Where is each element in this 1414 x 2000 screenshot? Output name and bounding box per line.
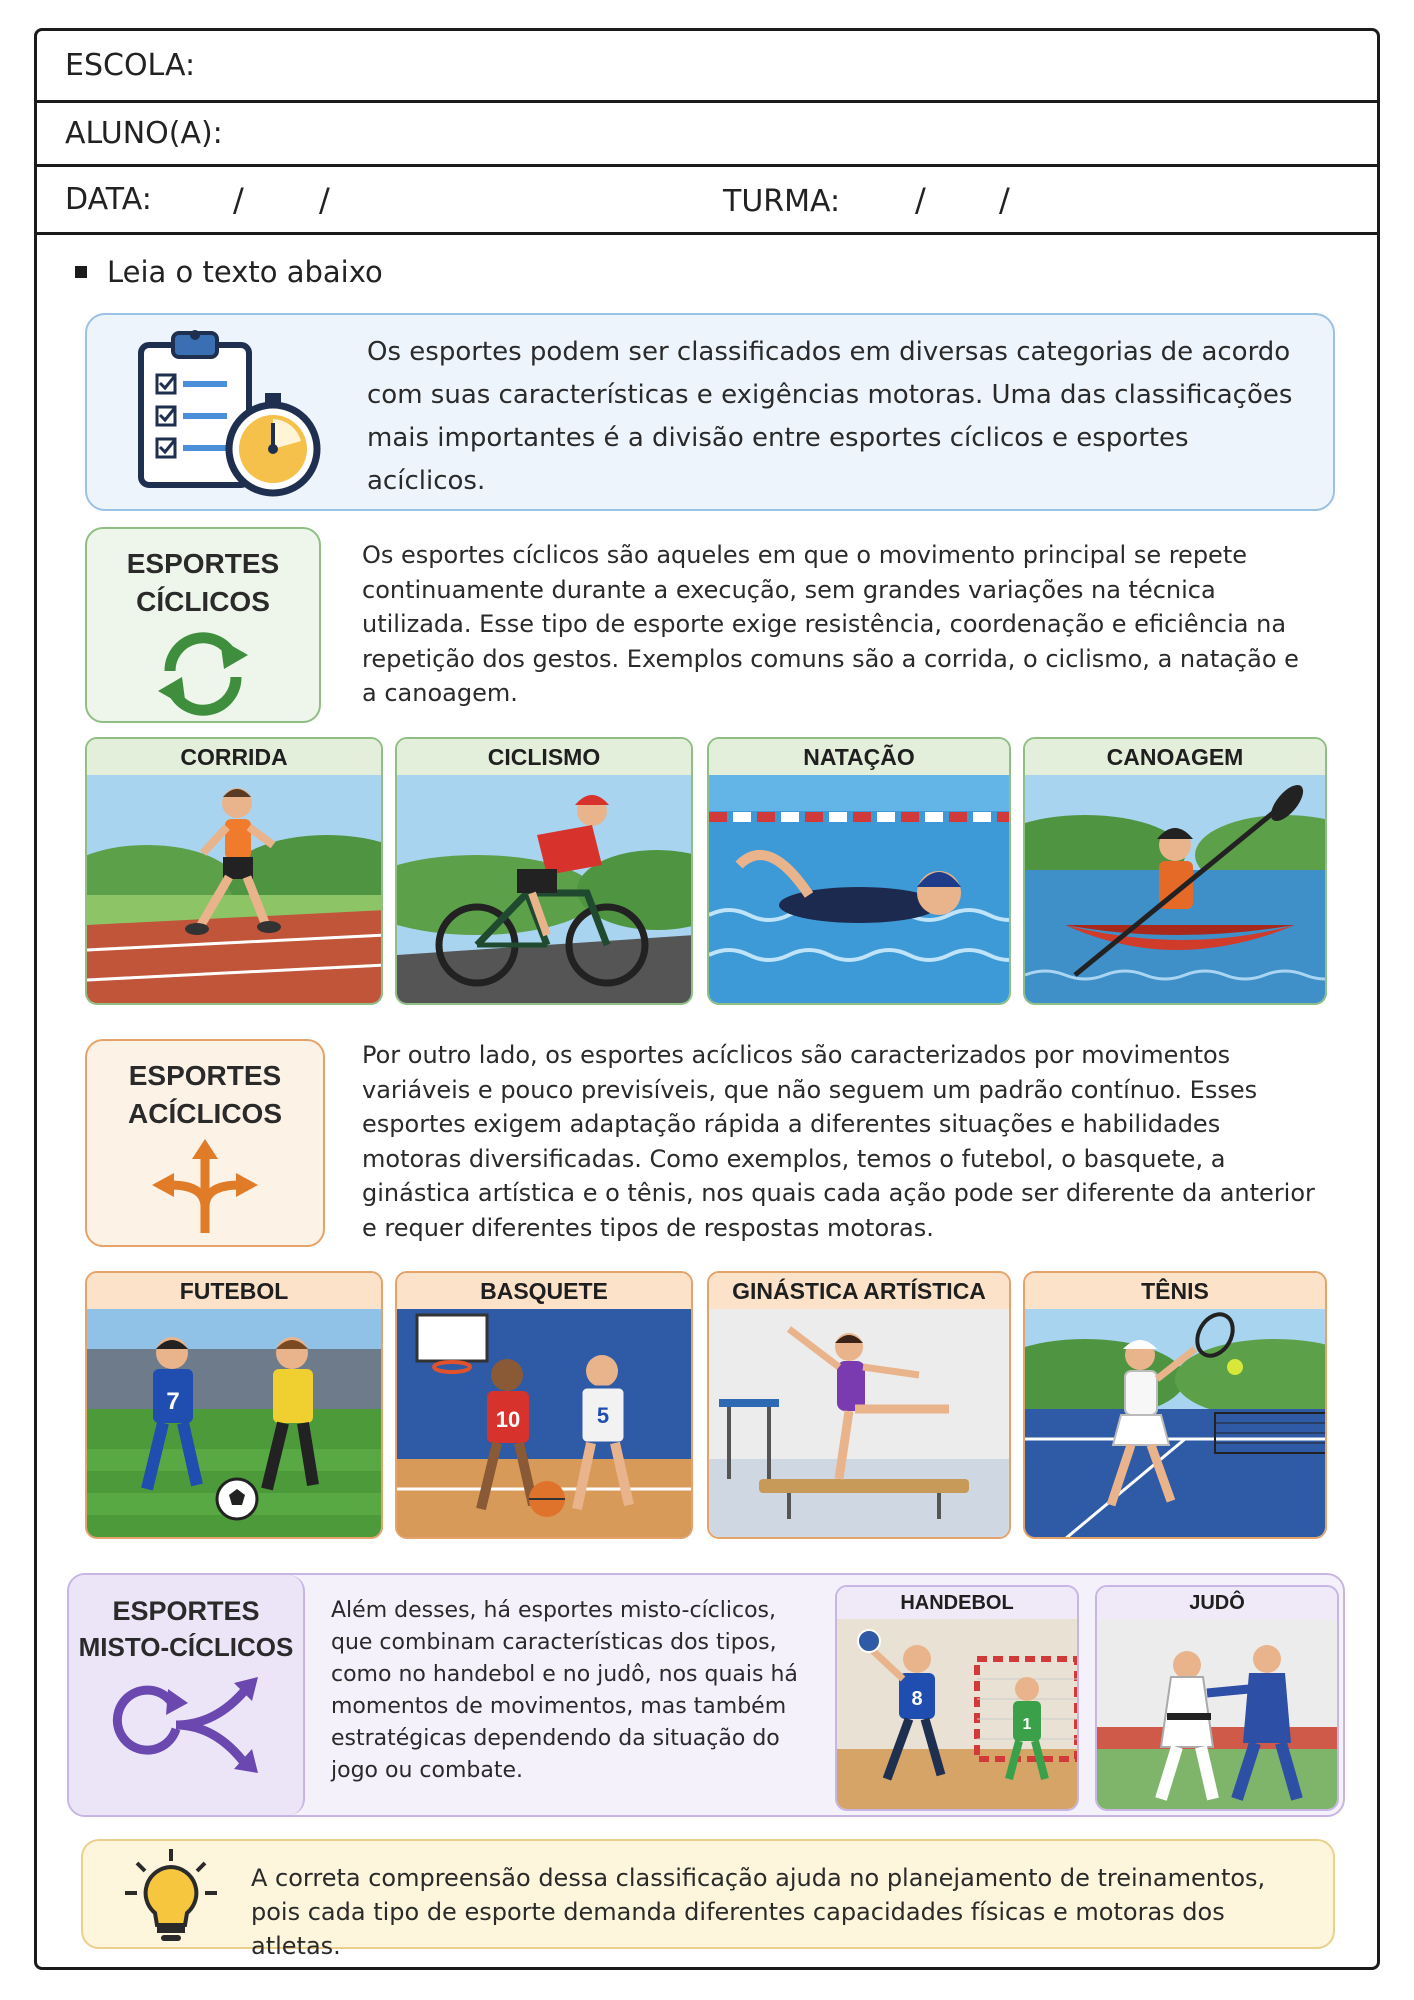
card-handebol [835,1585,1079,1811]
acyclic-title-line2: ACÍCLICOS [128,1098,282,1129]
basketball-jersey-red-number: 10 [495,1407,521,1432]
instruction [75,255,383,289]
judo-illustration [1097,1619,1339,1811]
class-slash: / [915,181,926,219]
handball-jersey-number: 8 [911,1688,923,1710]
card-basquete [395,1271,693,1539]
card-title: TÊNIS [1025,1273,1325,1309]
tennis-illustration [1025,1309,1327,1539]
school-row[interactable] [37,31,1377,103]
worksheet [34,28,1380,1970]
card-ginastica [707,1271,1011,1539]
tip-text-line1: A correta compreensão dessa classificação ajuda no planejamento de treinamentos, [251,1864,1266,1892]
card-corrida [85,737,383,1005]
intro-box [85,313,1335,511]
card-title: FUTEBOL [87,1273,381,1309]
card-judo [1095,1585,1339,1811]
canoeing-illustration [1025,775,1327,1005]
card-title: CICLISMO [397,739,691,775]
card-title: GINÁSTICA ARTÍSTICA [709,1273,1009,1309]
school-label: ESCOLA: [65,48,196,83]
card-title: NATAÇÃO [709,739,1009,775]
refresh-cycle-icon [148,625,258,721]
mixed-text: Além desses, há esportes misto-cíclicos, que combinam características dos tipos, como no handebol e no judô, nos quais há momentos de movimentos, mas também estratégicas dependendo da situação do jogo ou combate. [331,1598,798,1783]
date-class-row [37,167,1377,235]
date-slash: / [319,181,330,219]
mixed-cycle-arrows-icon [106,1669,266,1779]
card-title: CANOAGEM [1025,739,1325,775]
card-title: CORRIDA [87,739,381,775]
instruction-text: Leia o texto abaixo [107,255,383,289]
card-futebol [85,1271,383,1539]
basketball-jersey-white-number: 5 [596,1403,610,1428]
card-natacao [707,737,1011,1005]
card-tenis [1023,1271,1327,1539]
class-label: TURMA: [723,184,841,219]
mixed-box [67,1573,1345,1817]
clipboard-stopwatch-icon [133,323,323,501]
date-slash: / [233,181,244,219]
card-ciclismo [395,737,693,1005]
cyclic-title-line2: CÍCLICOS [136,586,270,617]
running-illustration [87,775,383,1005]
bullet-icon [75,266,87,278]
basketball-illustration [397,1309,693,1539]
student-label: ALUNO(A): [65,116,223,151]
card-title: HANDEBOL [837,1587,1077,1619]
tip-text-line2: pois cada tipo de esporte demanda diferentes capacidades físicas e motoras dos atletas. [251,1898,1225,1960]
swimming-illustration [709,775,1011,1005]
cyclic-category-box [85,527,321,723]
acyclic-title-line1: ESPORTES [128,1060,282,1091]
card-title: JUDÔ [1097,1587,1337,1619]
cyclic-text: Os esportes cíclicos são aqueles em que o movimento principal se repete continuamente durante a execução, sem grandes variações na técnica utilizada. Esse tipo de esporte exige resistência, coordenação e eficiência na repetição dos gestos. Exemplos comuns são a corrida, o ciclismo, a natação e a canoagem. [362,541,1299,707]
lightbulb-icon [123,1847,219,1945]
cyclic-title-line1: ESPORTES [126,548,280,579]
tip-box [81,1839,1335,1960]
intro-text: Os esportes podem ser classificados em diversas categorias de acordo com suas características e exigências motoras. Uma das classificações mais importantes é a divisão entre esportes cíclicos e esportes acíclicos. [367,337,1293,496]
card-canoagem [1023,737,1327,1005]
student-row[interactable] [37,103,1377,167]
tip-text [251,1861,1311,1963]
acyclic-category-box [85,1039,325,1247]
branching-arrows-icon [150,1137,260,1237]
mixed-title-line1: ESPORTES [112,1596,260,1626]
soccer-illustration [87,1309,383,1539]
acyclic-text: Por outro lado, os esportes acíclicos são caracterizados por movimentos variáveis e pouco previsíveis, que não seguem um padrão contínuo. Esses esportes exigem adaptação rápida a diferentes situações e habilidades motoras diversificadas. Como exemplos, temos o futebol, o basquete, a ginástica artística e o tênis, nos quais cada ação pode ser diferente da anterior e requer diferentes tipos de respostas motoras. [362,1041,1315,1242]
handball-illustration [837,1619,1079,1811]
date-label: DATA: [65,182,152,217]
soccer-jersey-number: 7 [166,1388,180,1415]
class-slash: / [999,181,1010,219]
gymnastics-illustration [709,1309,1011,1539]
mixed-category-box [69,1575,305,1815]
card-title: BASQUETE [397,1273,691,1309]
cycling-illustration [397,775,693,1005]
mixed-title-line2: MISTO-CÍCLICOS [78,1632,294,1662]
goalkeeper-jersey-number: 1 [1022,1716,1032,1733]
